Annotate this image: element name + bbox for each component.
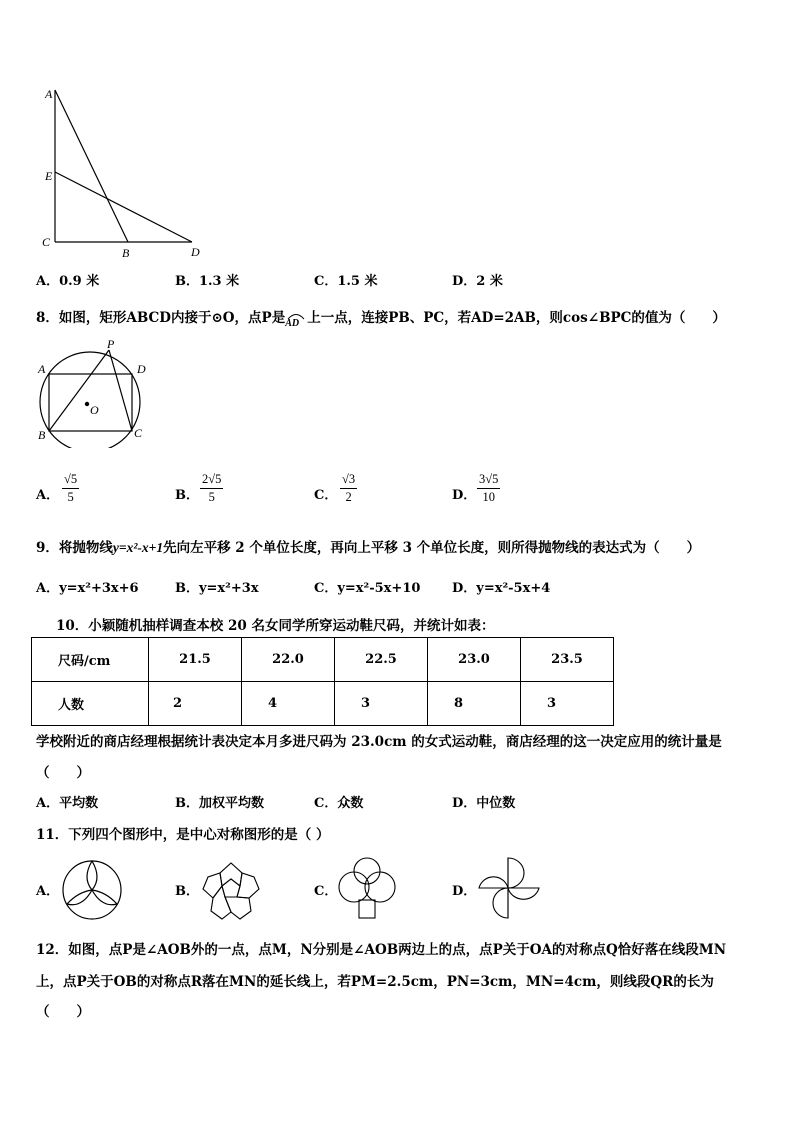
q8-question <box>36 306 726 329</box>
table-row-count <box>32 682 614 726</box>
table-cell: 2 <box>149 682 242 726</box>
q9-question <box>36 536 700 556</box>
q8-option-c-fraction <box>340 472 357 505</box>
q10-tail: 学校附近的商店经理根据统计表决定本月多进尺码为 23.0cm 的女式运动鞋，商店经理的这一决定应用的统计量是 <box>36 734 722 750</box>
q7-option-a[interactable]: A．0.9 米 <box>36 274 100 289</box>
q12-paren: （ ） <box>36 1004 90 1020</box>
q8-option-c-den: 2 <box>345 490 352 504</box>
q8-option-d-letter[interactable]: D． <box>452 488 477 503</box>
q7-label-a: A <box>45 87 53 101</box>
q8-option-d-fraction <box>477 472 500 505</box>
table-cell: 3 <box>521 682 614 726</box>
q10-option-c[interactable]: C．众数 <box>314 796 364 811</box>
q8-label-p: P <box>107 337 115 351</box>
table-cell: 22.0 <box>242 638 335 682</box>
q8-stem-tail: 上一点，连接PB、PC，若AD=2AB，则cos∠BPC的值为（ ） <box>307 310 726 326</box>
q11-figure-b <box>196 855 266 923</box>
q10-option-a[interactable]: A．平均数 <box>36 796 99 811</box>
q10-stem: 10．小颖随机抽样调查本校 20 名女同学所穿运动鞋尺码，并统计如表： <box>56 618 495 634</box>
table-cell: 4 <box>242 682 335 726</box>
q9-stem-post: 先向左平移 2 个单位长度，再向上平移 3 个单位长度，则所得抛物线的表达式为（ ） <box>163 540 701 556</box>
q8-option-b-letter[interactable]: B． <box>175 488 199 503</box>
q10-option-b[interactable]: B．加权平均数 <box>175 796 264 811</box>
q9-stem-pre: 9．将抛物线 <box>36 540 113 556</box>
q8-option-b-fraction <box>200 472 223 505</box>
q8-option-a-letter[interactable]: A． <box>36 488 60 503</box>
q10-paren: （ ） <box>36 765 90 781</box>
q8-option-b-den: 5 <box>208 490 215 504</box>
q7-label-e: E <box>45 169 53 183</box>
q8-label-a: A <box>38 362 46 376</box>
q8-label-o: O <box>90 403 99 417</box>
q8-arc-ad: AD <box>285 318 307 329</box>
q9-option-c[interactable]: C．y=x²-5x+10 <box>314 581 421 596</box>
q8-label-c: C <box>134 426 143 440</box>
q8-option-a-den: 5 <box>67 490 74 504</box>
q8-circle-figure <box>36 336 156 448</box>
table-cell: 8 <box>428 682 521 726</box>
q8-label-d: D <box>137 362 146 376</box>
q7-option-c[interactable]: C．1.5 米 <box>314 274 378 289</box>
table-cell: 22.5 <box>335 638 428 682</box>
q7-option-b[interactable]: B．1.3 米 <box>175 274 240 289</box>
q9-expr: y=x²-x+1 <box>112 540 164 555</box>
q11-figure-d <box>474 856 542 924</box>
table-cell: 23.5 <box>521 638 614 682</box>
q9-option-a[interactable]: A．y=x²+3x+6 <box>36 581 139 596</box>
q11-option-c-letter[interactable]: C． <box>314 884 338 899</box>
q8-label-b: B <box>38 428 46 442</box>
q8-option-c-letter[interactable]: C． <box>314 488 338 503</box>
q7-option-d[interactable]: D．2 米 <box>452 274 503 289</box>
table-cell: 尺码/cm <box>32 638 149 682</box>
table-row-header <box>32 638 614 682</box>
q8-option-d-den: 10 <box>482 490 495 504</box>
q9-option-d[interactable]: D．y=x²-5x+4 <box>452 581 551 596</box>
q7-label-b: B <box>122 246 130 260</box>
q11-option-a-letter[interactable]: A． <box>36 884 60 899</box>
q11-figure-a <box>60 858 126 924</box>
q7-triangle-figure <box>36 80 216 265</box>
table-cell: 21.5 <box>149 638 242 682</box>
q11-figure-c <box>336 856 400 924</box>
table-cell: 23.0 <box>428 638 521 682</box>
q8-option-a-num: √5 <box>62 472 79 489</box>
table-cell: 3 <box>335 682 428 726</box>
q12-line1: 12．如图，点P是∠AOB外的一点，点M，N分别是∠AOB两边上的点，点P关于OA的对称点Q恰好落在线段MN <box>36 942 727 958</box>
q12-line2: 上，点P关于OB的对称点R落在MN的延长线上，若PM=2.5cm，PN=3cm，MN=4cm，则线段QR的长为 <box>36 974 714 990</box>
q8-stem: 8．如图，矩形ABCD内接于⊙O，点P是 <box>36 310 286 326</box>
q10-shoe-size-table <box>31 637 614 726</box>
q10-option-d[interactable]: D．中位数 <box>452 796 516 811</box>
q11-option-d-letter[interactable]: D． <box>452 884 477 899</box>
q9-option-b[interactable]: B．y=x²+3x <box>175 581 259 596</box>
q11-stem: 11．下列四个图形中，是中心对称图形的是（ ） <box>36 827 330 843</box>
q11-option-b-letter[interactable]: B． <box>175 884 199 899</box>
table-cell: 人数 <box>32 682 149 726</box>
q8-option-b-num: 2√5 <box>200 472 223 489</box>
q8-option-d-num: 3√5 <box>477 472 500 489</box>
q7-label-c: C <box>42 235 51 249</box>
q8-option-a-fraction <box>62 472 79 505</box>
q7-label-d: D <box>191 245 200 259</box>
q8-option-c-num: √3 <box>340 472 357 489</box>
